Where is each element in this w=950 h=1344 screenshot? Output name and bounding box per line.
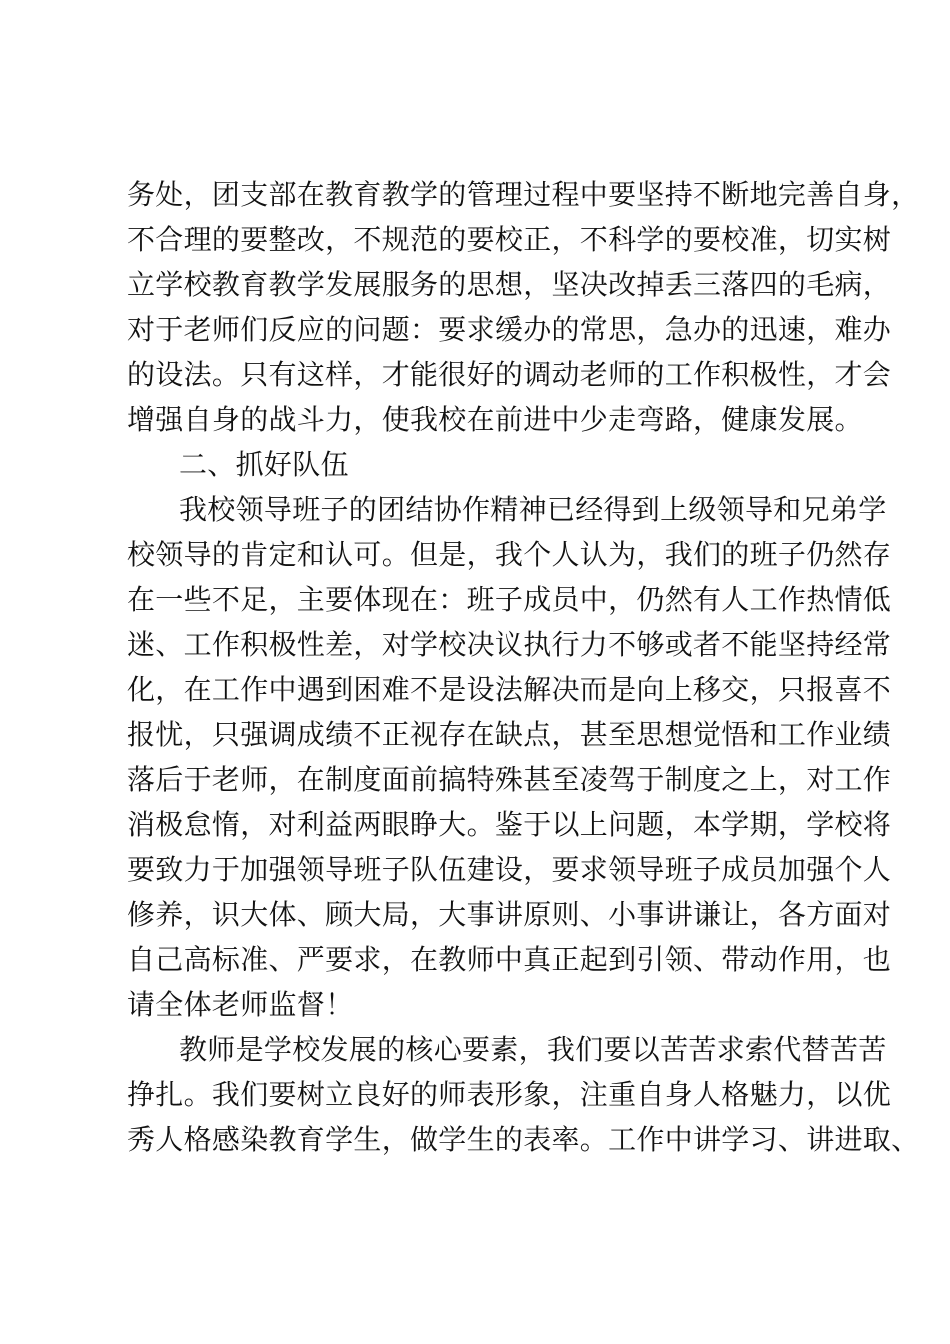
paragraph-line: 迷、工作积极性差，对学校决议执行力不够或者不能坚持经常	[127, 628, 892, 661]
document-body	[127, 172, 920, 1162]
paragraph-line: 要致力于加强领导班子队伍建设，要求领导班子成员加强个人	[127, 853, 892, 886]
paragraph-line: 自己高标准、严要求，在教师中真正起到引领、带动作用，也	[127, 943, 892, 976]
paragraph-line: 务处，团支部在教育教学的管理过程中要坚持不断地完善自身，	[127, 178, 920, 211]
paragraph-line: 立学校教育教学发展服务的思想，坚决改掉丢三落四的毛病，	[127, 268, 892, 301]
paragraph-line: 校领导的肯定和认可。但是，我个人认为，我们的班子仍然存	[127, 538, 892, 571]
paragraph-line: 对于老师们反应的问题：要求缓办的常思，急办的迅速，难办	[127, 313, 892, 346]
paragraph-line: 在一些不足，主要体现在：班子成员中，仍然有人工作热情低	[127, 583, 892, 616]
paragraph-line: 化，在工作中遇到困难不是设法解决而是向上移交，只报喜不	[127, 673, 892, 706]
paragraph-line: 秀人格感染教育学生，做学生的表率。工作中讲学习、讲进取、	[127, 1123, 920, 1156]
section-heading: 二、抓好队伍	[179, 448, 349, 481]
paragraph-line: 挣扎。我们要树立良好的师表形象，注重自身人格魅力，以优	[127, 1078, 892, 1111]
paragraph-line: 的设法。只有这样，才能很好的调动老师的工作积极性，才会	[127, 358, 892, 391]
paragraph-line: 消极怠惰，对利益两眼睁大。鉴于以上问题，本学期，学校将	[127, 808, 892, 841]
paragraph-line: 请全体老师监督！	[127, 988, 354, 1021]
paragraph-line: 增强自身的战斗力，使我校在前进中少走弯路，健康发展。	[127, 403, 863, 436]
paragraph-line: 报忧，只强调成绩不正视存在缺点，甚至思想觉悟和工作业绩	[127, 718, 892, 751]
paragraph-line: 我校领导班子的团结协作精神已经得到上级领导和兄弟学	[179, 493, 887, 526]
paragraph-line: 修养，识大体、顾大局，大事讲原则、小事讲谦让，各方面对	[127, 898, 892, 931]
paragraph-line: 不合理的要整改，不规范的要校正，不科学的要校准，切实树	[127, 223, 892, 256]
paragraph-line: 落后于老师，在制度面前搞特殊甚至凌驾于制度之上，对工作	[127, 763, 892, 796]
paragraph-line: 教师是学校发展的核心要素，我们要以苦苦求索代替苦苦	[179, 1033, 887, 1066]
